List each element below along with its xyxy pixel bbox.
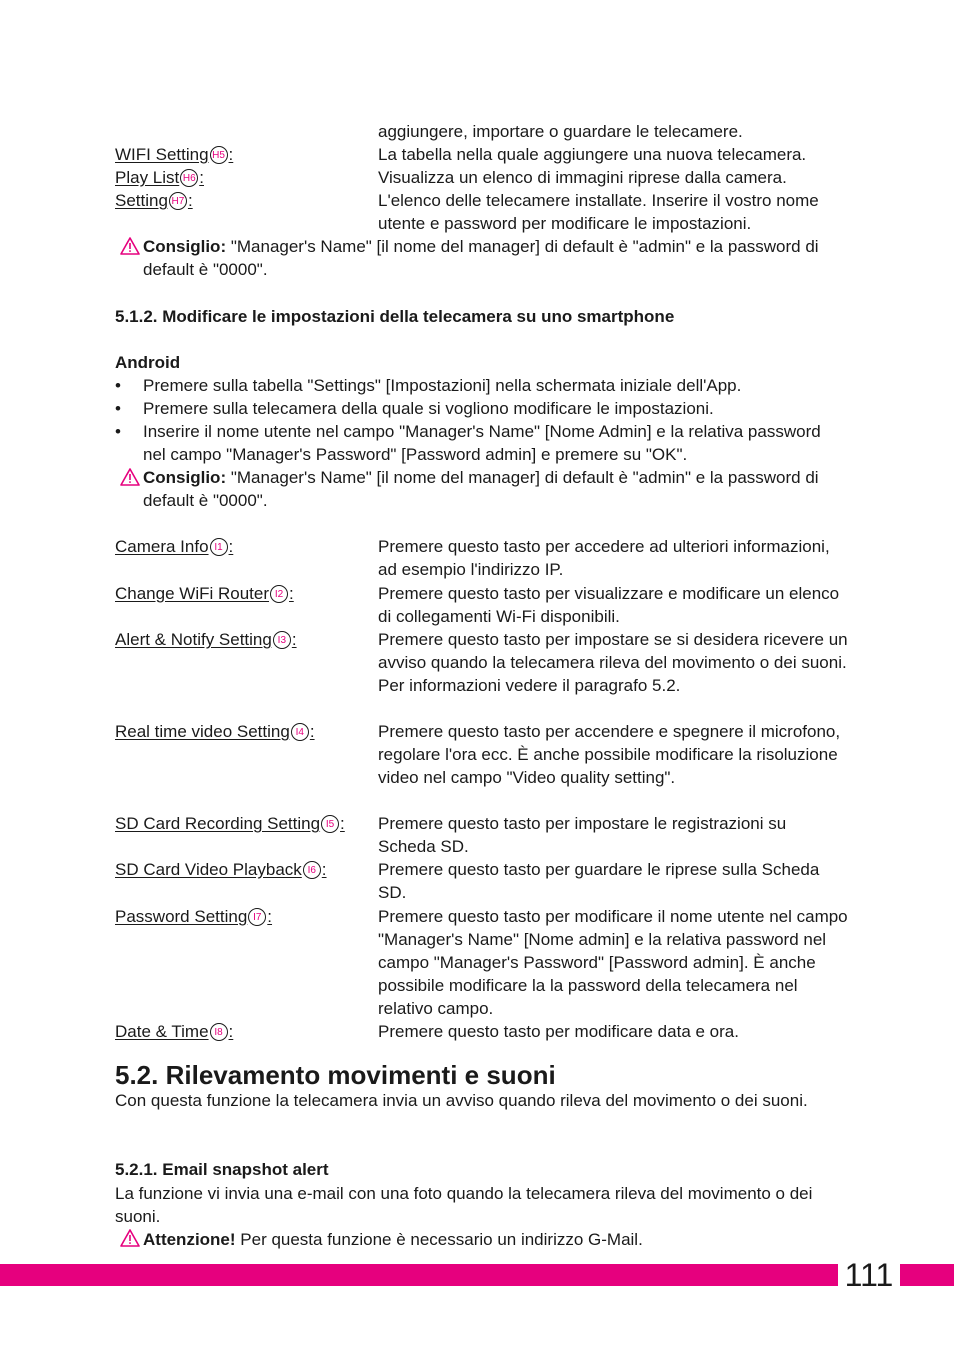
callout-badge: H5 bbox=[210, 146, 228, 164]
tip-note: Consiglio: "Manager's Name" [il nome del manager] di default è "admin" e la password di default è "0000". bbox=[143, 237, 819, 279]
list-item: Premere sulla telecamera della quale si vogliono modificare le impostazioni. bbox=[143, 399, 714, 418]
callout-badge: I8 bbox=[210, 1023, 228, 1041]
def-desc-wifi-setting: La tabella nella quale aggiungere una nuova telecamera. bbox=[378, 145, 807, 164]
page-number: 111 bbox=[838, 1258, 900, 1292]
callout-badge: I5 bbox=[321, 815, 339, 833]
def-term-change-wifi-router: Change WiFi Router I2 : bbox=[115, 584, 294, 603]
def-term-sd-card-recording: SD Card Recording Setting I5 : bbox=[115, 814, 345, 833]
callout-badge: H6 bbox=[180, 169, 198, 187]
footer-bar bbox=[0, 1264, 954, 1286]
def-desc-sd-card-recording: Premere questo tasto per impostare le registrazioni su Scheda SD. bbox=[378, 814, 787, 856]
def-desc-sd-card-playback: Premere questo tasto per guardare le riprese sulla Scheda SD. bbox=[378, 860, 820, 902]
def-desc-change-wifi-router: Premere questo tasto per visualizzare e modificare un elenco di collegamenti Wi-Fi disponibili. bbox=[378, 584, 840, 626]
section-heading: 5.1.2. Modificare le impostazioni della telecamera su uno smartphone bbox=[115, 307, 675, 326]
callout-badge: H7 bbox=[169, 192, 187, 210]
section-title: 5.2. Rilevamento movimenti e suoni bbox=[115, 1060, 556, 1090]
warning-triangle-icon bbox=[120, 468, 140, 486]
def-term-sd-card-playback: SD Card Video Playback I6 : bbox=[115, 860, 327, 879]
def-desc-setting: L'elenco delle telecamere installate. Inserire il vostro nome utente e password per modificare le impostazioni. bbox=[378, 191, 819, 233]
list-item: Inserire il nome utente nel campo "Manager's Name" [Nome Admin] e la relativa password nel campo "Manager's Password" [Password admin] e premere su "OK". bbox=[143, 422, 821, 464]
tip-note: Consiglio: "Manager's Name" [il nome del manager] di default è "admin" e la password di default è "0000". bbox=[143, 468, 819, 510]
def-desc-real-time-video: Premere questo tasto per accendere e spegnere il microfono, regolare l'ora ecc. È anche possibile modificare la risoluzione video nel campo "Video quality setting". bbox=[378, 722, 841, 787]
list-item: Premere sulla tabella "Settings" [Impostazioni] nella schermata iniziale dell'App. bbox=[143, 376, 742, 395]
bullet-mark: • bbox=[115, 422, 121, 441]
def-term-real-time-video: Real time video Setting I4 : bbox=[115, 722, 315, 741]
callout-badge: I2 bbox=[270, 585, 288, 603]
def-term-setting: Setting H7 : bbox=[115, 191, 193, 210]
callout-badge: I7 bbox=[248, 908, 266, 926]
bullet-mark: • bbox=[115, 399, 121, 418]
def-term-password-setting: Password Setting I7 : bbox=[115, 907, 273, 926]
def-term-play-list: Play List H6 : bbox=[115, 168, 204, 187]
callout-badge: I1 bbox=[210, 538, 228, 556]
warning-triangle-icon bbox=[120, 1229, 140, 1247]
def-desc-date-time: Premere questo tasto per modificare data e ora. bbox=[378, 1022, 739, 1041]
description-continuation: aggiungere, importare o guardare le telecamere. bbox=[378, 122, 743, 141]
subsection-paragraph: La funzione vi invia una e-mail con una foto quando la telecamera rileva del movimento o dei suoni. bbox=[115, 1184, 813, 1226]
bullet-mark: • bbox=[115, 376, 121, 395]
def-desc-camera-info: Premere questo tasto per accedere ad ulteriori informazioni, ad esempio l'indirizzo IP. bbox=[378, 537, 830, 579]
callout-badge: I6 bbox=[303, 861, 321, 879]
section-paragraph: Con questa funzione la telecamera invia un avviso quando rileva del movimento o dei suoni. bbox=[115, 1091, 808, 1110]
warning-triangle-icon bbox=[120, 237, 140, 255]
callout-badge: I4 bbox=[291, 723, 309, 741]
def-desc-password-setting: Premere questo tasto per modificare il nome utente nel campo "Manager's Name" [Nome admin] e la relativa password nel campo "Manager's Password" [Password admin]. È anche possibile modificare la la password della telecamera nel relativo campo. bbox=[378, 907, 848, 1018]
def-term-alert-notify: Alert & Notify Setting I3 : bbox=[115, 630, 297, 649]
def-desc-alert-notify: Premere questo tasto per impostare se si desidera ricevere un avviso quando la telecamera rileva del movimento o dei suoni. Per informazioni vedere il paragrafo 5.2. bbox=[378, 630, 848, 695]
def-term-wifi-setting: WIFI Setting H5 : bbox=[115, 145, 234, 164]
callout-badge: I3 bbox=[273, 631, 291, 649]
subheading-android: Android bbox=[115, 353, 181, 372]
def-term-camera-info: Camera Info I1 : bbox=[115, 537, 234, 556]
subsection-heading: 5.2.1. Email snapshot alert bbox=[115, 1160, 329, 1179]
def-term-date-time: Date & Time I8 : bbox=[115, 1022, 234, 1041]
attention-note: Attenzione! Per questa funzione è necessario un indirizzo G-Mail. bbox=[143, 1230, 643, 1249]
def-desc-play-list: Visualizza un elenco di immagini riprese dalla camera. bbox=[378, 168, 787, 187]
